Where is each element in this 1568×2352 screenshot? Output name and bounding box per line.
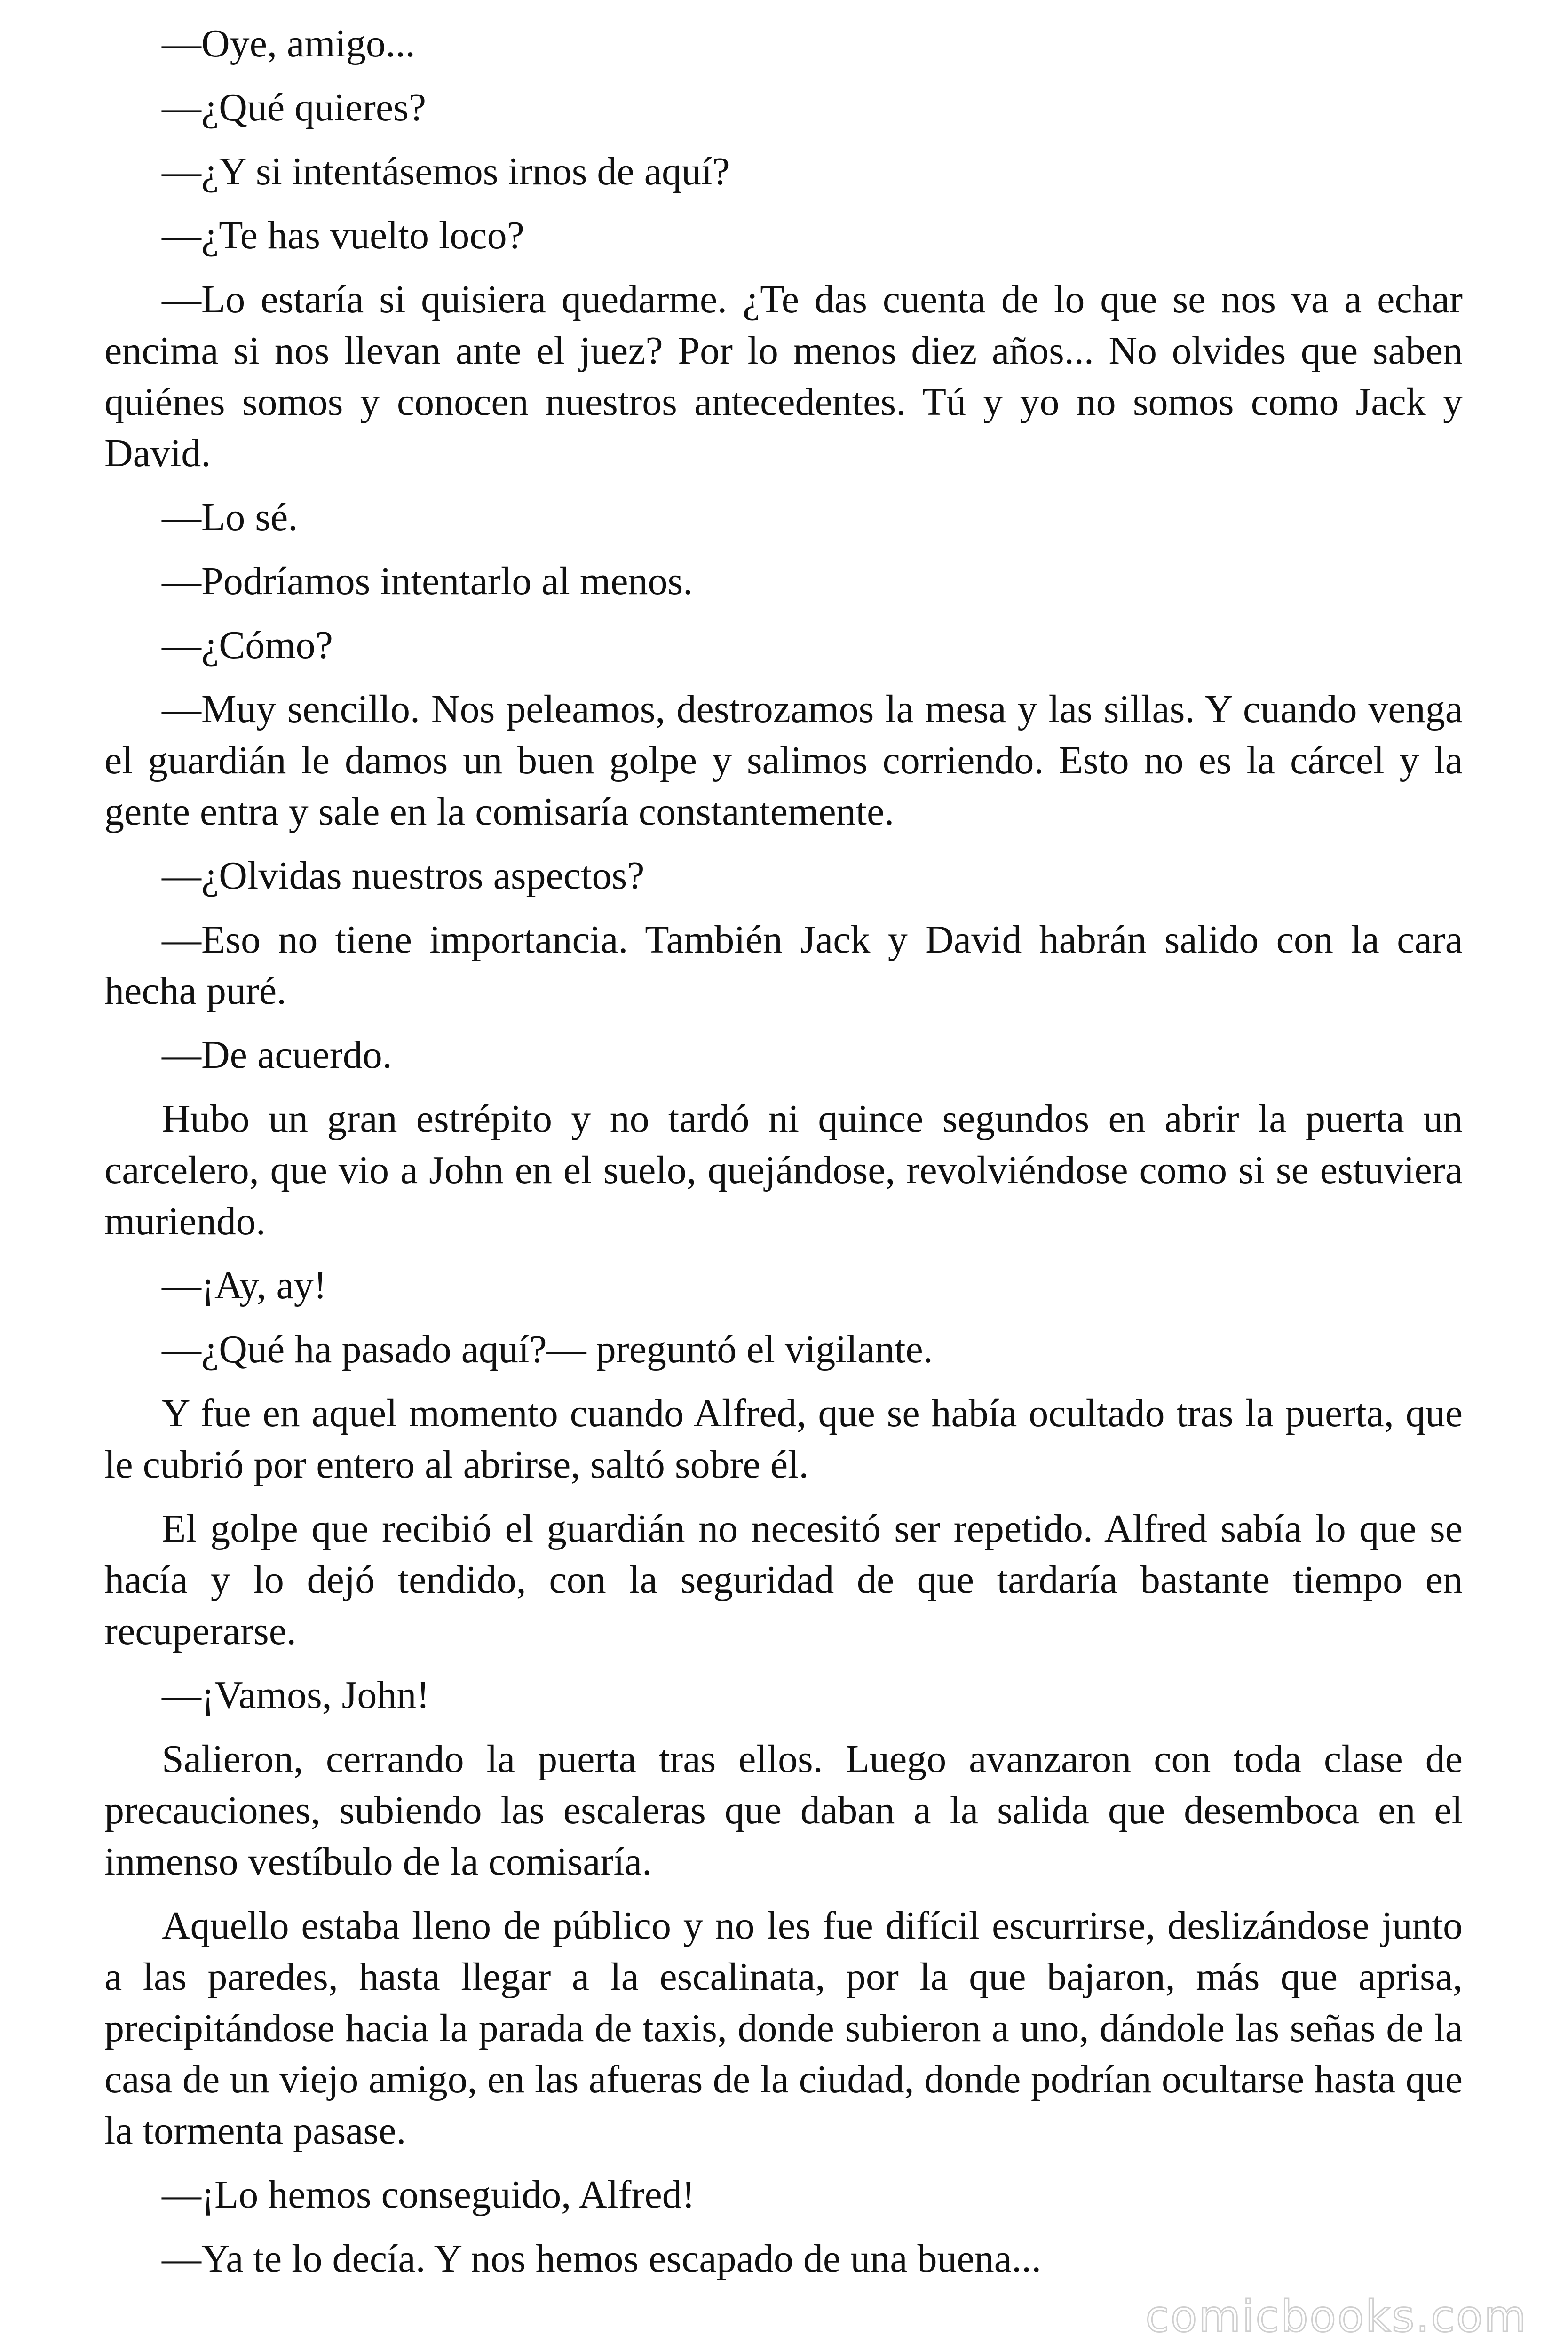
paragraph: —Podríamos intentarlo al menos.: [162, 559, 693, 603]
paragraph: —Lo estaría si quisiera quedarme. ¿Te das cuenta de lo que se nos va a echar encima si nos llevan ante el juez? Por lo menos diez años... No olvides que saben quiénes somos y conocen nuestros antecedentes. Tú y yo no somos como Jack y David.: [104, 278, 1463, 475]
paragraph: Salieron, cerrando la puerta tras ellos. Luego avanzaron con toda clase de precauciones, subiendo las escaleras que daban a la salida que desemboca en el inmenso vestíbulo de la comisaría.: [104, 1737, 1463, 1883]
watermark: comicbooks.com: [1145, 2291, 1528, 2342]
paragraph: —De acuerdo.: [162, 1033, 392, 1077]
paragraph: —¿Qué quieres?: [162, 86, 427, 129]
paragraph: —¡Lo hemos conseguido, Alfred!: [162, 2173, 695, 2217]
paragraph: —Muy sencillo. Nos peleamos, destrozamos la mesa y las sillas. Y cuando venga el guardián le damos un buen golpe y salimos corriendo. Esto no es la cárcel y la gente entra y sale en la comisaría constantemente.: [104, 687, 1463, 834]
paragraph: Aquello estaba lleno de público y no les fue difícil escurrirse, deslizándose junto a las paredes, hasta llegar a la escalinata, por la que bajaron, más que aprisa, precipitándose hacia la parada de taxis, donde subieron a uno, dándole las señas de la casa de un viejo amigo, en las afueras de la ciudad, donde podrían ocultarse hasta que la tormenta pasase.: [104, 1904, 1463, 2153]
paragraph: —Oye, amigo...: [162, 22, 415, 65]
paragraph: —¿Qué ha pasado aquí?— preguntó el vigilante.: [162, 1327, 933, 1371]
paragraph: —¡Ay, ay!: [162, 1263, 327, 1307]
paragraph: —Ya te lo decía. Y nos hemos escapado de una buena...: [162, 2237, 1042, 2280]
paragraph: Y fue en aquel momento cuando Alfred, que se había ocultado tras la puerta, que le cubrió por entero al abrirse, saltó sobre él.: [104, 1391, 1463, 1486]
paragraph: —Eso no tiene importancia. También Jack y David habrán salido con la cara hecha puré.: [104, 918, 1463, 1013]
paragraph: —¿Y si intentásemos irnos de aquí?: [162, 150, 730, 193]
body-text: [104, 18, 1463, 2297]
paragraph: El golpe que recibió el guardián no necesitó ser repetido. Alfred sabía lo que se hacía y lo dejó tendido, con la seguridad de que tardaría bastante tiempo en recuperarse.: [104, 1507, 1463, 1653]
paragraph: —¿Olvidas nuestros aspectos?: [162, 854, 645, 898]
paragraph: —¿Cómo?: [162, 623, 333, 667]
paragraph: —¡Vamos, John!: [162, 1673, 430, 1717]
paragraph: —¿Te has vuelto loco?: [162, 214, 524, 257]
paragraph: —Lo sé.: [162, 495, 298, 539]
paragraph: Hubo un gran estrépito y no tardó ni quince segundos en abrir la puerta un carcelero, que vio a John en el suelo, quejándose, revolviéndose como si se estuviera muriendo.: [104, 1097, 1463, 1243]
